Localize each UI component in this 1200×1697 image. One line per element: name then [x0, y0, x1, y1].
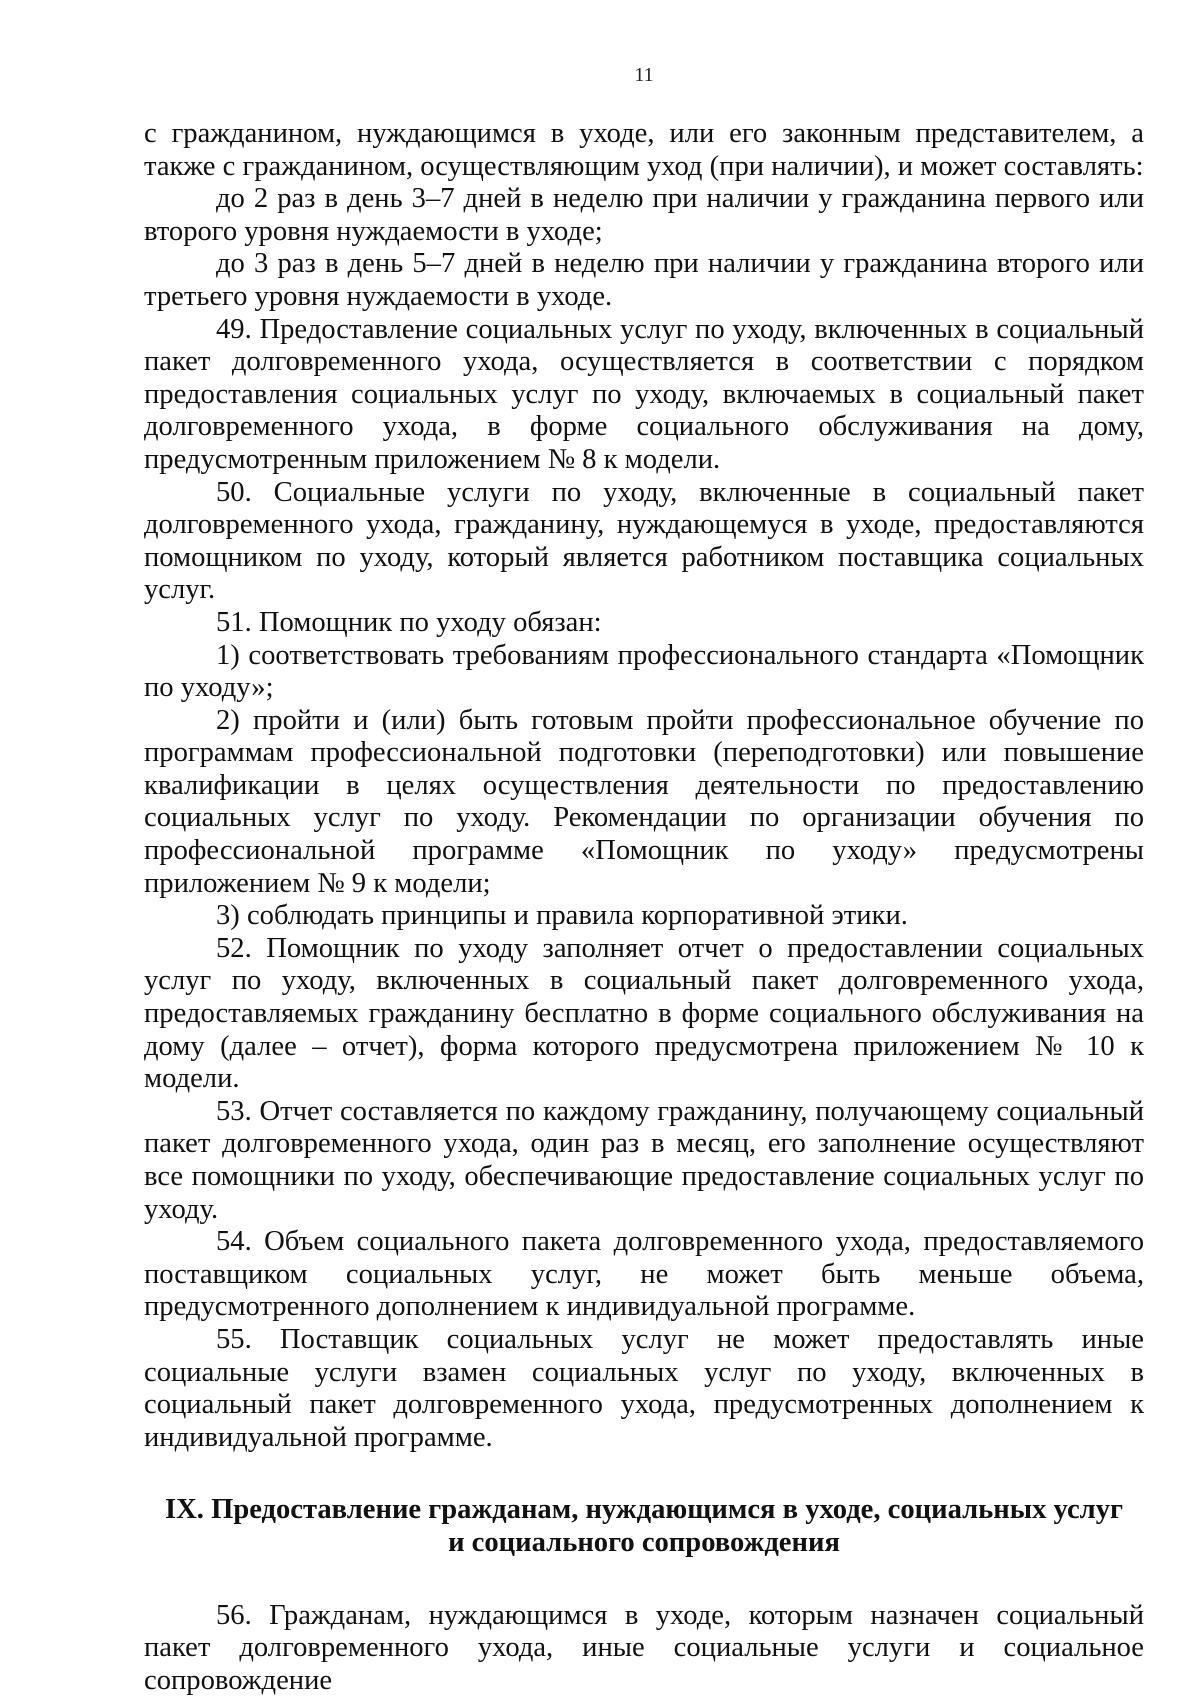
paragraph: до 2 раз в день 3–7 дней в неделю при наличии у гражданина первого или второго уровня нуждаемости в уходе; — [144, 183, 1144, 247]
paragraph-52: 52. Помощник по уходу заполняет отчет о предоставлении социальных услуг по уходу, включенных в социальный пакет долговременного ухода, предоставляемых гражданину бесплатно в форме социального обслуживания на дому (далее – отчет), форма которого предусмотрена приложением № 10 к модели. — [144, 932, 1144, 1095]
paragraph-56: 56. Гражданам, нуждающимся в уходе, которым назначен социальный пакет долговременного ухода, иные социальные услуги и социальное сопровождение — [144, 1599, 1144, 1696]
paragraph-54: 54. Объем социального пакета долговременного ухода, предоставляемого поставщиком социальных услуг, не может быть меньше объема, предусмотренного дополнением к индивидуальной программе. — [144, 1226, 1144, 1323]
document-page — [144, 62, 1144, 1697]
paragraph-55: 55. Поставщик социальных услуг не может предоставлять иные социальные услуги взамен социальных услуг по уходу, включенных в социальный пакет долговременного ухода, предусмотренных дополнением к индивидуальной программе. — [144, 1323, 1144, 1453]
body-text-before — [144, 118, 1144, 1454]
paragraph-50: 50. Социальные услуги по уходу, включенные в социальный пакет долговременного ухода, гражданину, нуждающемуся в уходе, предоставляются помощником по уходу, который является работником поставщика социальных услуг. — [144, 476, 1144, 606]
section-heading-line1: IX. Предоставление гражданам, нуждающимся в уходе, социальных услуг — [165, 1494, 1123, 1526]
page-number: 11 — [634, 64, 654, 86]
body-text-after — [144, 1600, 1144, 1697]
list-item-3: 3) соблюдать принципы и правила корпоративной этики. — [216, 900, 908, 932]
paragraph-51: 51. Помощник по уходу обязан: — [216, 606, 602, 638]
paragraph-53: 53. Отчет составляется по каждому гражданину, получающему социальный пакет долговременного ухода, один раз в месяц, его заполнение осуществляют все помощники по уходу, обеспечивающие предоставление социальных услуг по уходу. — [144, 1095, 1144, 1225]
list-item-2: 2) пройти и (или) быть готовым пройти профессиональное обучение по программам профессиональной подготовки (переподготовки) или повышение квалификации в целях осуществления деятельности по предоставлению социальных услуг по уходу. Рекомендации по организации обучения по профессиональной программе «Помощник по уходу» предусмотрены приложением № 9 к модели; — [144, 704, 1144, 899]
list-item-1: 1) соответствовать требованиям профессионального стандарта «Помощник по уходу»; — [144, 639, 1144, 704]
paragraph-49: 49. Предоставление социальных услуг по уходу, включенных в социальный пакет долговременного ухода, осуществляется в соответствии с порядком предоставления социальных услуг по уходу, включаемых в социальный пакет долговременного ухода, в форме социального обслуживания на дому, предусмотренным приложением № 8 к модели. — [144, 313, 1144, 475]
paragraph: с гражданином, нуждающимся в уходе, или его законным представителем, а также с гражданином, осуществляющим уход (при наличии), и может составлять: — [144, 118, 1144, 182]
paragraph: до 3 раз в день 5–7 дней в неделю при наличии у гражданина второго или третьего уровня нуждаемости в уходе. — [144, 248, 1144, 312]
section-heading — [144, 1494, 1144, 1559]
section-heading-line2: и социального сопровождения — [448, 1526, 840, 1558]
